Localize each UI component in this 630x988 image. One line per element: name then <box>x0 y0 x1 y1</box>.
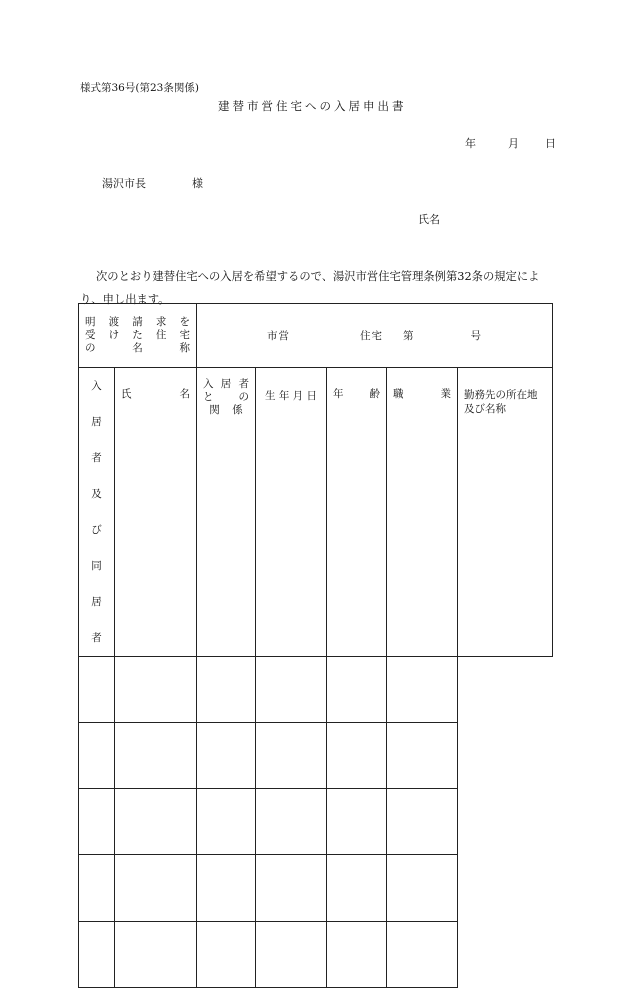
resident-relation-cell[interactable] <box>115 855 197 922</box>
header-workplace: 勤務先の所在地 及び名称 <box>458 368 553 657</box>
resident-age-cell[interactable] <box>256 855 327 922</box>
building-label-char: け <box>108 329 120 341</box>
form-number: 様式第36号(第23条関係) <box>80 82 199 94</box>
section-label-char: 入 <box>91 380 102 392</box>
header-occupation: 職 業 <box>387 368 458 657</box>
resident-name-cell[interactable] <box>79 855 115 922</box>
building-label-char: を <box>179 316 190 328</box>
addressee <box>102 178 203 189</box>
building-city-label: 市営 <box>267 330 291 342</box>
resident-occupation-cell[interactable] <box>327 723 387 789</box>
residents-section-label <box>79 368 115 657</box>
relation-header-char: 関 <box>209 404 220 416</box>
resident-name-cell[interactable] <box>79 922 115 988</box>
resident-row <box>79 789 553 855</box>
building-label-char: た <box>132 329 143 341</box>
header-relation <box>197 368 256 657</box>
resident-row <box>79 657 553 723</box>
relation-header-char: 入 <box>203 378 214 390</box>
resident-relation-cell[interactable] <box>115 657 197 723</box>
resident-row <box>79 855 553 922</box>
building-label-char: 宅 <box>179 329 190 341</box>
resident-row <box>79 922 553 988</box>
resident-workplace-cell[interactable] <box>387 657 458 723</box>
building-dai-label: 第 <box>403 330 415 342</box>
building-label-char: 請 <box>132 316 143 328</box>
resident-birthdate-cell[interactable] <box>197 922 256 988</box>
resident-occupation-cell[interactable] <box>327 789 387 855</box>
body-text: 次のとおり建替住宅への入居を希望するので、湯沢市営住宅管理条例第32条の規定により、申し出ます。 <box>80 270 540 306</box>
resident-occupation-cell[interactable] <box>327 855 387 922</box>
header-birthdate: 生 年 月 日 <box>256 368 327 657</box>
section-label-char: 及 <box>91 488 102 500</box>
relation-header-char: と <box>203 391 214 403</box>
section-label-char: 居 <box>91 416 102 428</box>
building-label-char: 明 <box>85 316 96 328</box>
relation-header-char: 居 <box>220 378 232 390</box>
application-table <box>78 303 553 988</box>
building-housing-label: 住宅 <box>360 330 384 342</box>
resident-header-row <box>79 368 553 657</box>
header-age: 年 齢 <box>327 368 387 657</box>
resident-occupation-cell[interactable] <box>327 657 387 723</box>
date-month-label: 月 <box>508 137 519 150</box>
building-label <box>79 304 197 368</box>
date-year-label: 年 <box>465 137 476 150</box>
building-label-char: 称 <box>179 342 190 354</box>
resident-relation-cell[interactable] <box>115 789 197 855</box>
resident-age-cell[interactable] <box>256 789 327 855</box>
building-label-char: の <box>85 342 96 354</box>
resident-workplace-cell[interactable] <box>387 855 458 922</box>
building-row <box>79 304 553 368</box>
relation-header-char: の <box>238 391 249 403</box>
relation-header-char: 係 <box>232 404 243 416</box>
building-label-char: 住 <box>155 329 167 341</box>
building-name-cell[interactable] <box>197 304 553 368</box>
resident-occupation-cell[interactable] <box>327 922 387 988</box>
resident-birthdate-cell[interactable] <box>197 855 256 922</box>
resident-birthdate-cell[interactable] <box>197 789 256 855</box>
resident-workplace-cell[interactable] <box>387 723 458 789</box>
section-label-char: 居 <box>91 596 102 608</box>
resident-name-cell[interactable] <box>79 657 115 723</box>
building-label-char: 名 <box>132 342 143 354</box>
resident-row <box>79 723 553 789</box>
addressee-name: 湯沢市長 <box>102 177 146 190</box>
date-day-label: 日 <box>545 137 556 150</box>
resident-name-cell[interactable] <box>79 723 115 789</box>
resident-age-cell[interactable] <box>256 657 327 723</box>
resident-relation-cell[interactable] <box>115 723 197 789</box>
document-title: 建替市営住宅への入居申出書 <box>218 99 407 113</box>
resident-workplace-cell[interactable] <box>387 789 458 855</box>
resident-age-cell[interactable] <box>256 922 327 988</box>
building-label-char: 渡 <box>108 316 120 328</box>
section-label-char: 同 <box>91 560 102 572</box>
resident-relation-cell[interactable] <box>115 922 197 988</box>
building-label-char: 求 <box>155 316 167 328</box>
date-line <box>465 138 556 149</box>
resident-birthdate-cell[interactable] <box>197 657 256 723</box>
header-name: 氏 名 <box>115 368 197 657</box>
resident-birthdate-cell[interactable] <box>197 723 256 789</box>
section-label-char: 者 <box>91 632 102 644</box>
resident-workplace-cell[interactable] <box>387 922 458 988</box>
building-label-char: 受 <box>85 329 96 341</box>
applicant-name-label: 氏名 <box>418 213 440 226</box>
building-go-label: 号 <box>470 330 483 342</box>
relation-header-char: 者 <box>238 378 249 390</box>
section-label-char: 者 <box>91 452 102 464</box>
resident-name-cell[interactable] <box>79 789 115 855</box>
addressee-honorific: 様 <box>192 177 203 190</box>
section-label-char: び <box>91 524 102 536</box>
resident-age-cell[interactable] <box>256 723 327 789</box>
